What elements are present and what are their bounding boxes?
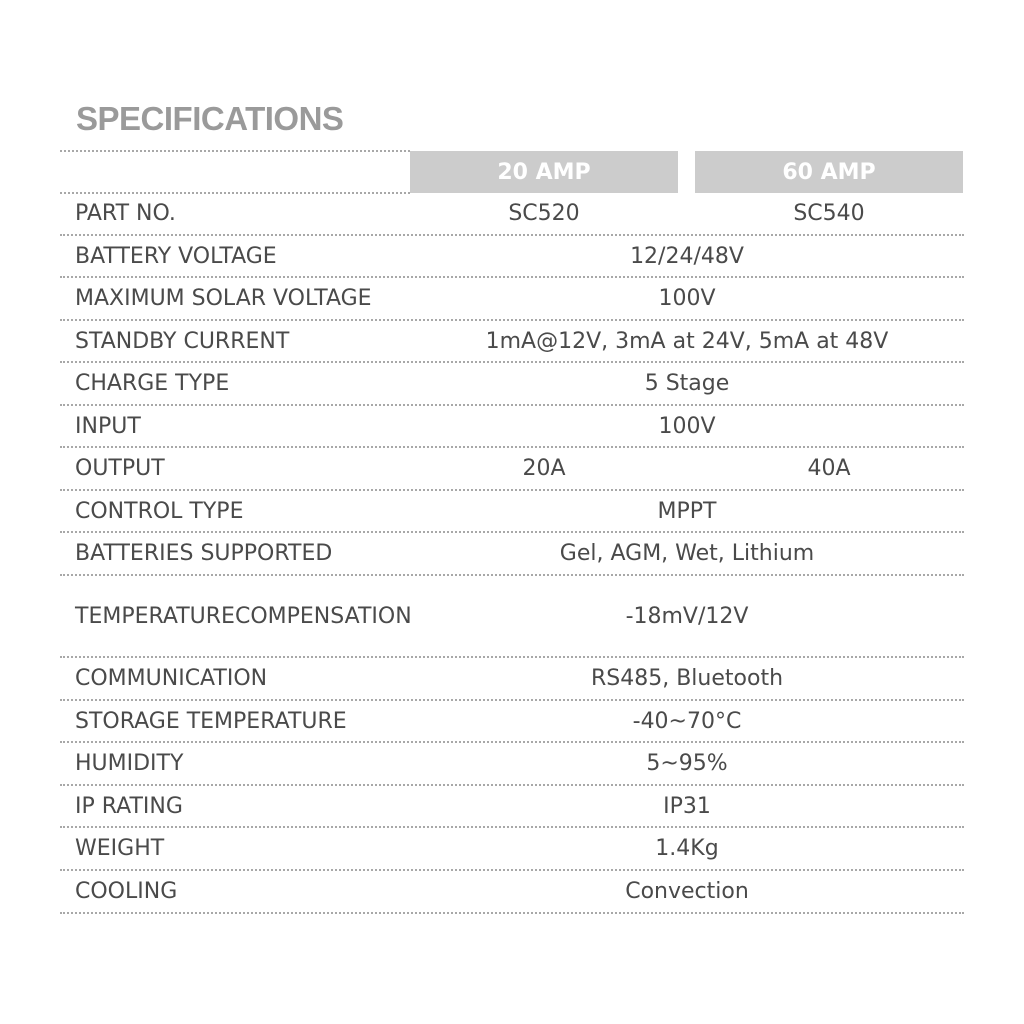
spec-value-20-amp: SC520 [508,201,580,226]
spec-row-control-type [60,491,964,533]
spec-label: BATTERY VOLTAGE [75,243,277,269]
spec-label: MAXIMUM SOLAR VOLTAGE [75,286,372,311]
spec-label: IP RATING [75,793,183,819]
spec-value-60-amp: SC540 [793,201,865,226]
column-header-60-amp: 60 AMP [695,151,963,193]
spec-label: STANDBY CURRENT [75,328,290,354]
spec-row-maximum-solar-voltage [60,278,964,321]
spec-value: 5 Stage [644,371,730,396]
spec-value: RS485, Bluetooth [590,666,784,691]
spec-row-weight [60,828,964,871]
spec-label: CHARGE TYPE [75,371,230,396]
spec-row-part-no [60,193,964,236]
spec-label: COOLING [75,879,178,904]
spec-value: Gel, AGM, Wet, Lithium [559,541,815,566]
spec-value: IP31 [663,793,711,819]
spec-label: BATTERIES SUPPORTED [75,541,333,566]
spec-row-battery-voltage [60,236,964,278]
spec-row-communication [60,658,964,701]
spec-value-60-amp: 40A [807,456,851,481]
page-title: SPECIFICATIONS [76,100,344,137]
spec-row-storage-temperature [60,701,964,743]
column-header-20-amp: 20 AMP [410,151,678,193]
spec-label: HUMIDITY [75,751,184,776]
header-divider-top [60,150,410,152]
spec-row-ip-rating [60,786,964,828]
spec-value: -18mV/12V [625,603,749,629]
spec-value: 12/24/48V [630,243,744,269]
spec-value: MPPT [657,498,717,524]
spec-row-temperature-compensation [60,576,964,658]
spec-value: 100V [658,413,716,439]
spec-value: 100V [658,286,716,311]
spec-row-batteries-supported [60,533,964,576]
spec-label [75,576,412,656]
spec-value: 5~95% [646,751,728,776]
spec-label: OUTPUT [75,456,165,481]
spec-label-line: TEMPERATURE [75,603,235,629]
spec-row-input [60,406,964,448]
spec-label: WEIGHT [75,836,165,861]
spec-label: CONTROL TYPE [75,498,244,524]
spec-row-standby-current [60,321,964,363]
spec-value: 1.4Kg [655,836,719,861]
spec-label: STORAGE TEMPERATURE [75,708,347,734]
spec-value: Convection [625,879,749,904]
spec-row-cooling [60,871,964,914]
spec-value-20-amp: 20A [522,456,566,481]
spec-row-charge-type [60,363,964,406]
spec-label: COMMUNICATION [75,666,268,691]
spec-row-output [60,448,964,491]
spec-label: INPUT [75,413,141,439]
spec-label: PART NO. [75,201,176,226]
spec-value: 1mA@12V, 3mA at 24V, 5mA at 48V [485,328,889,354]
spec-row-humidity [60,743,964,786]
spec-value: -40~70°C [632,708,742,734]
spec-label-line: COMPENSATION [234,603,412,629]
